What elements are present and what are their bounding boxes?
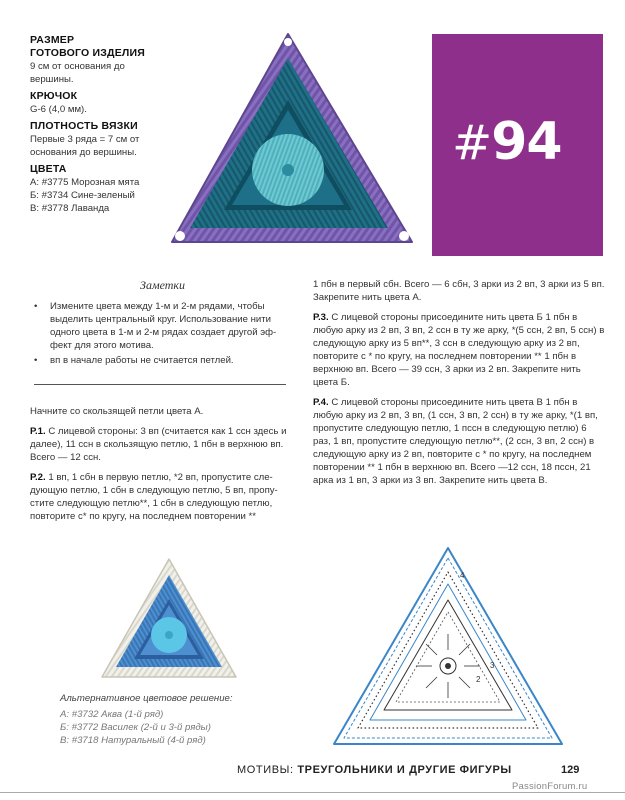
row-4-label: Р.4. (313, 397, 329, 408)
specs-block (30, 34, 170, 219)
footer-section-title (237, 764, 512, 776)
gauge-heading: ПЛОТНОСТЬ ВЯЗКИ (30, 120, 138, 132)
diagram-label-3: 3 (490, 661, 495, 670)
size-text-line1: 9 см от основания до (30, 61, 125, 72)
colors-heading: ЦВЕТА (30, 163, 67, 175)
row-1-text: С лицевой стороны: 3 вп (считается как 1 ссн здесь и далее), 11 ссн в скользящую петлю, 1 пбн в верхнюю вп. Всего — 12 ссн. (30, 426, 287, 463)
row-3-text: С лицевой стороны присоедините нить цвета Б 1 пбн в любую арку из 2 вп, 3 вп, 2 ссн в ту же арку, *(5 ссн, 2 вп, 5 ссн) в следующую арку из 5 вп**, 3 ссн в следующую арку из 2 вп, повторите с * по кругу, на последнем повторении ** 1 пбн в верхнюю вп. Всего — 39 ссн, 3 арки из 2 вп. Закрепите нить цвета Б. (313, 312, 605, 388)
color-c: В: #3778 Лаванда (30, 203, 110, 214)
footer-title-main: ТРЕУГОЛЬНИКИ И ДРУГИЕ ФИГУРЫ (297, 764, 512, 776)
hook-text: G-6 (4,0 мм). (30, 104, 87, 115)
diagram-label-2: 2 (476, 675, 481, 684)
notes-list (34, 300, 284, 369)
diagram-label-4: 4 (460, 571, 465, 580)
alternative-b: Б: #3772 Василек (2-й и 3-й ряды) (60, 722, 211, 733)
pattern-number (452, 112, 562, 173)
size-heading-line2: ГОТОВОГО ИЗДЕЛИЯ (30, 47, 145, 59)
instructions-left (30, 405, 298, 530)
note-bullet-1: • Измените цвета между 1-м и 2-м рядами, чтобы выделить центральный круг. Использование нити одного цвета в 1-м и 2-м рядах создает другой эф-фект для этого мотива. (34, 300, 284, 352)
alternative-motif-photo (98, 555, 240, 683)
gauge-text-line2: основания до вершины. (30, 147, 137, 158)
row-4 (313, 396, 605, 487)
size-heading-line1: РАЗМЕР (30, 34, 75, 46)
footer-divider (0, 792, 625, 793)
footer-prefix: МОТИВЫ: (237, 764, 294, 776)
color-b: Б: #3734 Сине-зеленый (30, 190, 135, 201)
gauge-text-line1: Первые 3 ряда = 7 см от (30, 134, 140, 145)
notes-divider (34, 384, 286, 385)
instructions-right (313, 278, 605, 494)
color-a: А: #3775 Морозная мята (30, 177, 140, 188)
row-2-text: 1 вп, 1 сбн в первую петлю, *2 вп, пропустите сле-дующую петлю, 1 сбн в следующую петлю, 5 вп, пропу-стите следующую петлю**, 1 сбн в следующую петлю, повторите с* по кругу, на последнем повторении ** (30, 472, 278, 522)
size-text-line2: вершины. (30, 74, 74, 85)
motif-photo (168, 30, 418, 250)
notes-title: Заметки (140, 278, 186, 292)
note-bullet-2: • вп в начале работы не считается петлей. (34, 354, 284, 367)
intro-text: Начните со скользящей петли цвета А. (30, 406, 204, 417)
row-3-label: Р.3. (313, 312, 329, 323)
alternative-c: В: #3718 Натуральный (4-й ряд) (60, 735, 206, 746)
row-2-label: Р.2. (30, 472, 46, 483)
alternative-list (60, 708, 211, 747)
row-2 (30, 471, 298, 523)
row-4-text: С лицевой стороны присоедините нить цвета В 1 пбн в любую арку из 2 вп, 3 вп, (1 ссн, 3 вп, 2 ссн) в ту же арку, *(1 вп, пропустите следующую петлю, 1 пссн в следующую петлю) 6 раз, 1 вп, пропустите следующую петлю**, (2 ссн, 3 вп, 2 ссн) в следующую арку из 2 вп, повторите с * по кругу, на последнем повторении ** 1 пбн в верхнюю вп. Всего —12 ссн, 18 пссн, 21 арка из 1 вп, 3 арки из 3 вп. Закрепите нить цвета В. (313, 397, 598, 486)
row-1 (30, 425, 298, 464)
pattern-hash: # (452, 115, 492, 171)
page-number: 129 (561, 764, 580, 776)
row-2-continued: 1 пбн в первый сбн. Всего — 6 сбн, 3 арки из 2 вп, 3 арки из 5 вп. Закрепите нить цвета А. (313, 279, 605, 303)
row-3 (313, 311, 605, 389)
alternative-title: Альтернативное цветовое решение: (60, 693, 233, 704)
crochet-diagram (328, 542, 568, 750)
pattern-number-value: 94 (491, 112, 562, 172)
row-1-label: Р.1. (30, 426, 46, 437)
alternative-a: А: #3732 Аква (1-й ряд) (60, 709, 164, 720)
watermark: PassionForum.ru (512, 781, 588, 792)
hook-heading: КРЮЧОК (30, 90, 78, 102)
